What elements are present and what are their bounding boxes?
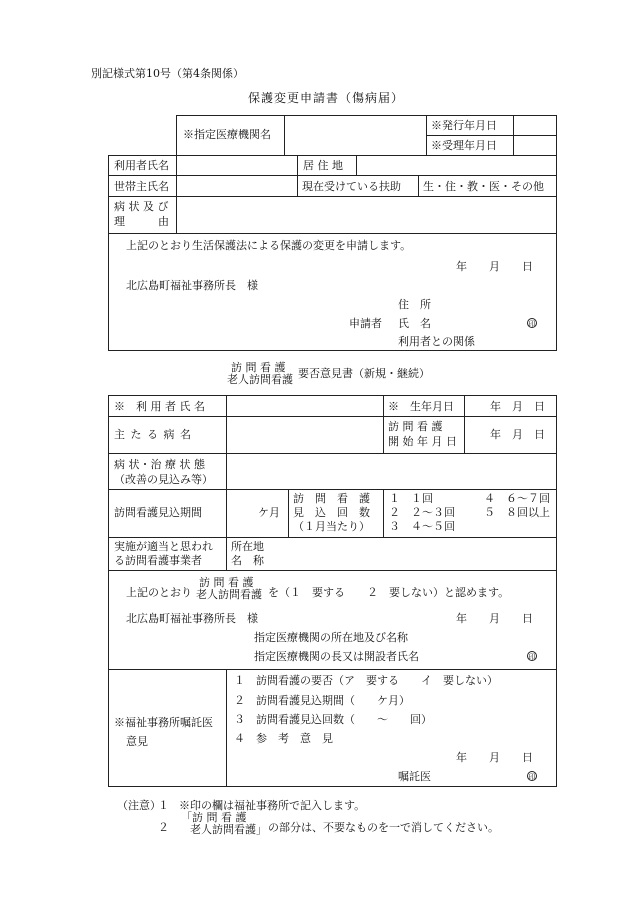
- form-title: 保護変更申請書（傷病届）: [248, 91, 405, 105]
- relation-label: 利用者との関係: [398, 335, 475, 348]
- provider-location-label: 所在地: [231, 540, 264, 553]
- householder-label: 世帯主氏名: [114, 180, 169, 193]
- institution-head-label: 指定医療機関の長又は開設者氏名: [254, 650, 419, 663]
- visit-option[interactable]: ２ ２～３回: [389, 506, 455, 519]
- visits-label-3: （１月当たり）: [293, 520, 370, 533]
- note2-number: ２: [158, 821, 169, 834]
- condition-label: 病 状 及 び: [114, 200, 169, 213]
- condition-label-reason: 理 由: [114, 215, 169, 228]
- recognize-suffix: を（１ 要する ２ 要しない）と認めます。: [268, 586, 510, 599]
- note2-text: の部分は、不要なものを一で消してください。: [268, 821, 499, 834]
- visit-option[interactable]: ５ ８回以上: [484, 506, 550, 519]
- note2-bottom: 老人訪問看護」: [190, 823, 267, 836]
- note1-text: ※印の欄は福祉事務所で記入します。: [179, 799, 366, 812]
- status-label: 病 状・治 療 状 態: [114, 458, 205, 471]
- application-date: 年 月 日: [456, 260, 533, 273]
- commissioned-date: 年 月 日: [456, 751, 533, 764]
- opinion-addressee: 北広島町福祉事務所長 様: [126, 612, 258, 625]
- user-name-label: 利用者氏名: [114, 159, 169, 172]
- seal-icon: 印: [528, 653, 536, 661]
- opinion-date: 年 月 日: [456, 612, 533, 625]
- status-label-2: （改善の見込み等）: [114, 473, 213, 486]
- recognize-stack: [196, 577, 262, 601]
- start-date-ymd: 年 月 日: [490, 428, 545, 441]
- form-number: 別記様式第10号（第4条関係）: [91, 67, 244, 80]
- institution-address-label: 指定医療機関の所在地及び名称: [254, 631, 408, 644]
- opinion-item[interactable]: ４ 参 考 意 見: [234, 732, 333, 745]
- receipt-date-label: ※受理年月日: [431, 139, 497, 152]
- note2-stack: [181, 812, 267, 836]
- provider-label: 実施が適当と思われ: [114, 540, 213, 553]
- note2-top: 「訪 問 看 護: [181, 811, 247, 824]
- birth-date-label: ※ 生年月日: [388, 400, 454, 413]
- recognize-prefix: 上記のとおり: [126, 586, 192, 599]
- start-date-label-2: 開 始 年 月 日: [388, 435, 457, 448]
- applicant-name-label: 氏 名: [398, 317, 431, 330]
- opinion-title-suffix: 要否意見書（新規・継続）: [298, 367, 430, 380]
- opinion-user-name-label: ※ 利 用 者 氏 名: [114, 400, 205, 413]
- seal-icon: 印: [528, 320, 536, 328]
- visit-option[interactable]: ３ ４～５回: [389, 520, 455, 533]
- commissioned-doctor-name-label: 嘱託医: [398, 770, 431, 783]
- provider-label-2: る訪問看護事業者: [114, 554, 202, 567]
- application-addressee: 北広島町福祉事務所長 様: [126, 279, 258, 292]
- birth-date-ymd: 年 月 日: [490, 400, 545, 413]
- visits-label: 訪 問 看 護: [293, 492, 370, 505]
- opinion-item[interactable]: ２ 訪問看護見込期間（ ケ月）: [234, 694, 410, 707]
- commissioned-doctor-label: ※福祉事務所嘱託医: [114, 716, 213, 729]
- visit-option[interactable]: １ １回: [389, 492, 433, 505]
- recognize-bottom: 老人訪問看護: [196, 588, 262, 601]
- start-date-label: 訪 問 看 護: [388, 420, 443, 433]
- visits-label-2: 見 込 回 数: [293, 506, 370, 519]
- aid-types[interactable]: 生・住・教・医・その他: [423, 180, 544, 193]
- designated-institution-label: ※指定医療機関名: [183, 128, 271, 141]
- opinion-title-bottom: 老人訪問看護: [227, 373, 293, 386]
- opinion-item[interactable]: １ 訪問看護の要否（ア 要する イ 要しない）: [234, 674, 498, 687]
- opinion-title-stack: [227, 362, 293, 386]
- applicant-label: 申請者: [349, 317, 382, 330]
- residence-label: 居 住 地: [303, 159, 343, 172]
- issue-date-label: ※発行年月日: [431, 119, 497, 132]
- provider-name-label: 名 称: [231, 554, 264, 567]
- period-months: ケ月: [258, 506, 280, 519]
- note1-number: １: [158, 799, 169, 812]
- applicant-address-label: 住 所: [398, 298, 431, 311]
- seal-icon: 印: [528, 773, 536, 781]
- application-statement: 上記のとおり生活保護法による保護の変更を申請します。: [126, 239, 412, 252]
- visit-option[interactable]: ４ ６～７回: [484, 492, 550, 505]
- opinion-item[interactable]: ３ 訪問看護見込回数（ ～ 回）: [234, 713, 432, 726]
- notes-label: （注意）: [117, 799, 161, 812]
- opinion-title-top: 訪 問 看 護: [231, 361, 286, 374]
- disease-label: 主 た る 病 名: [114, 428, 192, 441]
- recognize-top: 訪 問 看 護: [199, 576, 254, 589]
- current-aid-label: 現在受けている扶助: [302, 180, 401, 193]
- period-label: 訪問看護見込期間: [114, 506, 202, 519]
- commissioned-doctor-label-2: 意見: [126, 735, 148, 748]
